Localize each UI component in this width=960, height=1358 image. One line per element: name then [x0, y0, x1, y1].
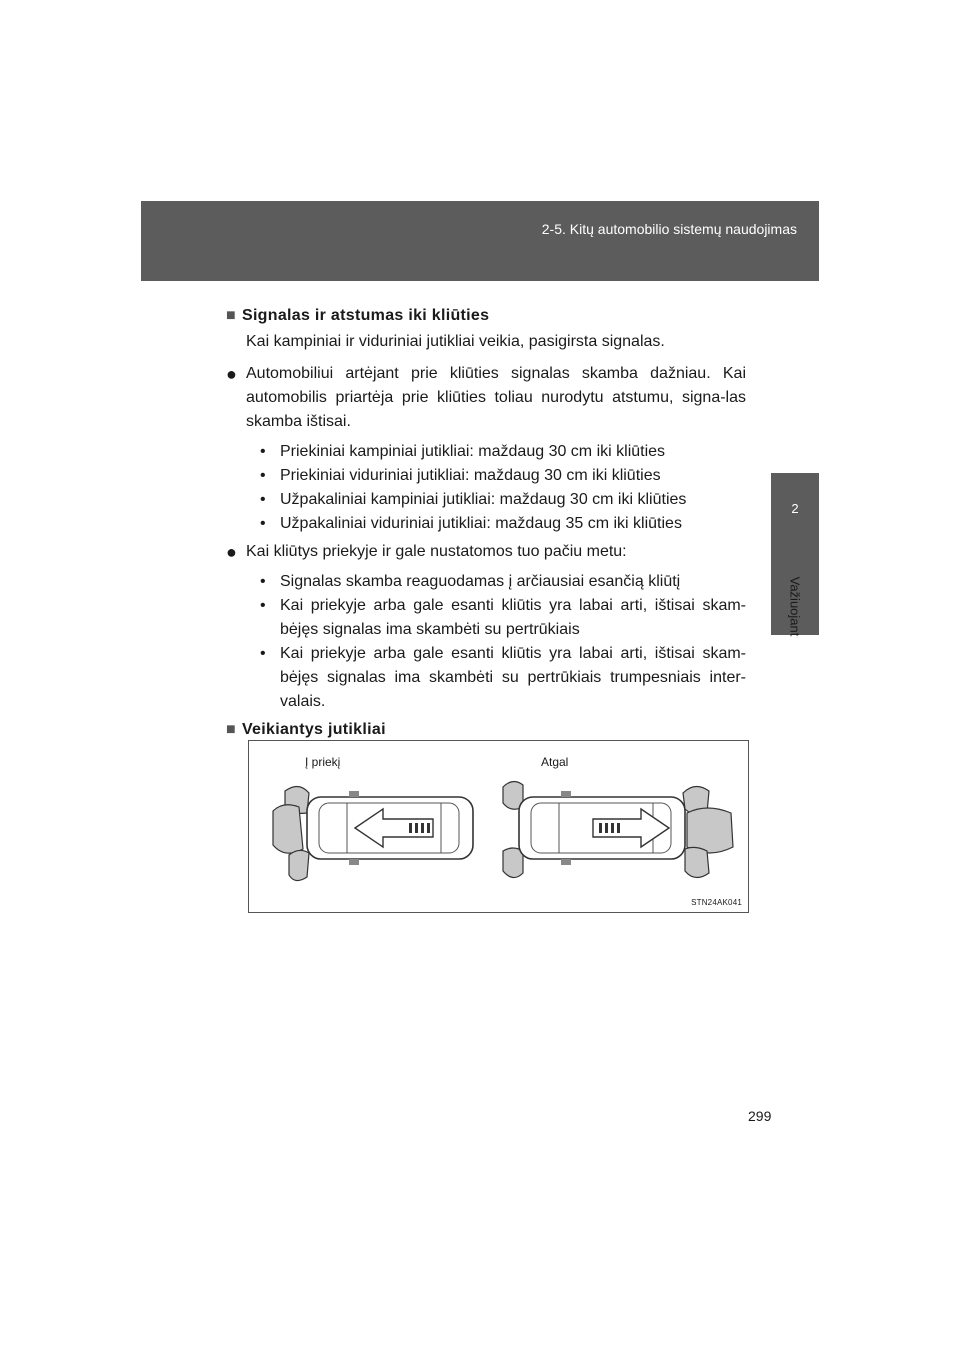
car-forward-diagram: [263, 741, 493, 911]
list-item: [260, 594, 746, 642]
list-item: [260, 464, 746, 488]
list-item: [260, 512, 746, 536]
arrow-stripe: [415, 823, 418, 833]
sensor-zone-corner: [503, 848, 523, 878]
heading-text: Signalas ir atstumas iki kliūties: [241, 307, 490, 324]
list-item: [260, 488, 746, 512]
mirror: [349, 859, 359, 865]
list-item-text: Signalas skamba reaguodamas į arčiausiai esančią kliūtį: [280, 573, 681, 590]
bullet-text: Kai kliūtys priekyje ir gale nustatomos tuo pačiu metu:: [246, 543, 627, 560]
list-item-text: Užpakaliniai kampiniai jutikliai: maždaug 30 cm iki kliūties: [280, 491, 687, 508]
list-item-text: Priekiniai kampiniai jutikliai: maždaug 30 cm iki kliūties: [280, 443, 666, 460]
car-backward-diagram: [495, 741, 745, 911]
sub-list: [260, 440, 746, 536]
sub-bullet: •: [260, 645, 266, 662]
mirror: [561, 791, 571, 797]
list-item-text: Priekiniai viduriniai jutikliai: maždaug 30 cm iki kliūties: [280, 467, 661, 484]
sub-bullet: •: [260, 443, 266, 460]
section-title: 2-5. Kitų automobilio sistemų naudojimas: [541, 221, 797, 237]
arrow-stripe: [605, 823, 608, 833]
arrow-stripe: [599, 823, 602, 833]
arrow-stripe: [427, 823, 430, 833]
chapter-number: 2: [791, 501, 799, 516]
sensor-zone-corner: [685, 847, 709, 877]
list-item: [260, 642, 746, 714]
square-marker-icon: ■: [226, 721, 236, 738]
sub-bullet: •: [260, 515, 266, 532]
sub-bullet: •: [260, 491, 266, 508]
square-marker-icon: ■: [226, 307, 236, 324]
sensor-zone-center: [687, 808, 733, 853]
chapter-label-wrap: [780, 576, 810, 636]
section-heading-signal: [226, 304, 746, 328]
section-heading-sensors: [226, 718, 746, 742]
bullet-dot-icon: ●: [226, 364, 237, 384]
sensor-zone-center: [273, 805, 303, 853]
bullet-dot-icon: ●: [226, 542, 237, 562]
mirror: [349, 791, 359, 797]
chapter-label: Važiuojant: [787, 576, 803, 636]
figure-code: STN24AK041: [691, 898, 742, 907]
sub-list: [260, 570, 746, 714]
arrow-stripe: [617, 823, 620, 833]
bullet-item: [226, 540, 746, 564]
arrow-stripe: [421, 823, 424, 833]
sub-bullet: •: [260, 573, 266, 590]
arrow-stripe: [611, 823, 614, 833]
list-item-text: Kai priekyje arba gale esanti kliūtis yra labai arti, ištisai skam-bėjęs signalas ima skambėti su pertrūkiais trumpesniais inter-valais.: [280, 645, 746, 710]
header-bar: [141, 201, 819, 281]
mirror: [561, 859, 571, 865]
main-content: [226, 304, 746, 744]
bullet-item: [226, 362, 746, 434]
page-number: 299: [748, 1108, 772, 1124]
label-forward: Į priekį: [305, 755, 341, 769]
sub-bullet: •: [260, 597, 266, 614]
list-item: [260, 570, 746, 594]
arrow-stripe: [409, 823, 412, 833]
heading-text: Veikiantys jutikliai: [241, 721, 386, 738]
sensor-figure: [248, 740, 749, 913]
sub-bullet: •: [260, 467, 266, 484]
list-item-text: Kai priekyje arba gale esanti kliūtis yra labai arti, ištisai skam-bėjęs signalas ima skambėti su pertrūkiais: [280, 597, 746, 638]
sensor-zone-corner: [289, 850, 309, 880]
intro-paragraph: Kai kampiniai ir viduriniai jutikliai veikia, pasigirsta signalas.: [246, 333, 665, 350]
list-item-text: Užpakaliniai viduriniai jutikliai: maždaug 35 cm iki kliūties: [280, 515, 682, 532]
list-item: [260, 440, 746, 464]
label-backward: Atgal: [541, 755, 569, 769]
bullet-text: Automobiliui artėjant prie kliūties signalas skamba dažniau. Kai automobilis priartėja prie kliūties toliau nurodytu atstumu, signa-las skamba ištisai.: [246, 365, 746, 430]
